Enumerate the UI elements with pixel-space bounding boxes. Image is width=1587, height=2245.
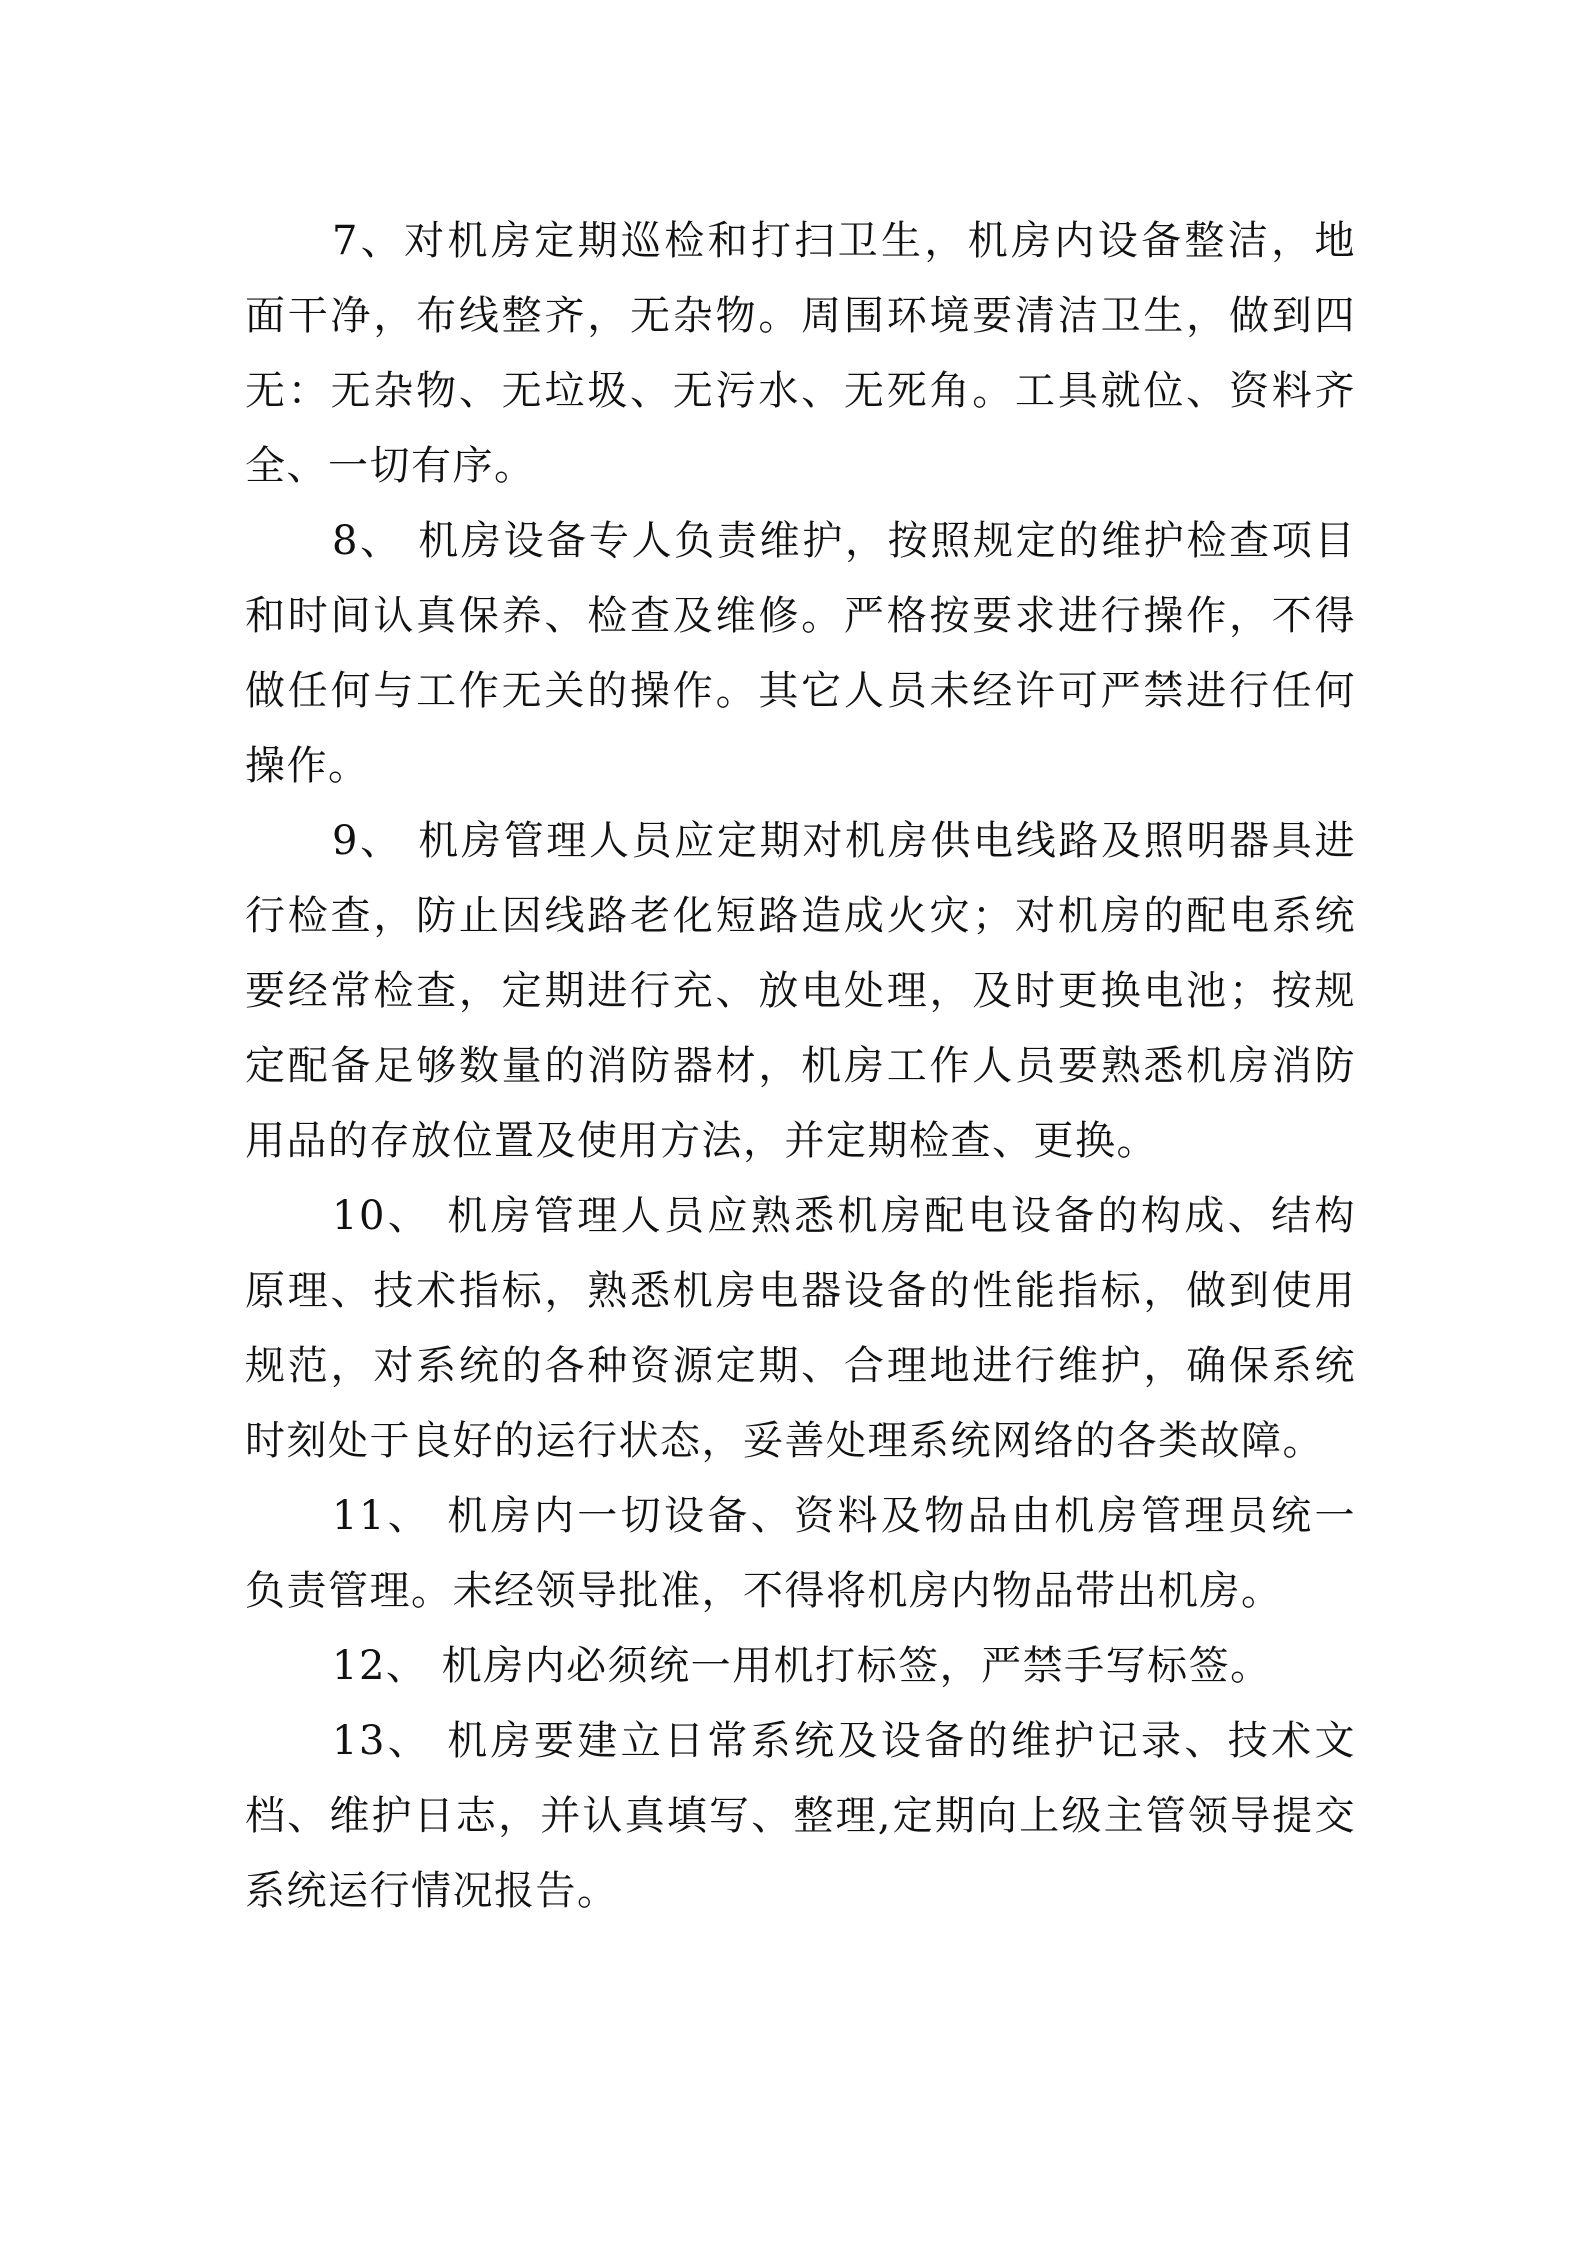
paragraph-item-11	[245, 1479, 1356, 1629]
text-line: 7、对机房定期巡检和打扫卫生，机房内设备整洁，地	[332, 218, 1356, 264]
text-line: 行检查，防止因线路老化短路造成火灾；对机房的配电系统	[245, 893, 1356, 939]
text-line: 8、 机房设备专人负责维护，按照规定的维护检查项目	[332, 518, 1356, 564]
text-line: 时刻处于良好的运行状态，妥善处理系统网络的各类故障。	[245, 1418, 1324, 1464]
paragraph-item-13	[245, 1704, 1356, 1929]
text-line: 负责管理。未经领导批准，不得将机房内物品带出机房。	[245, 1568, 1283, 1614]
text-line: 面干净，布线整齐，无杂物。周围环境要清洁卫生，做到四	[245, 293, 1356, 339]
text-line: 系统运行情况报告。	[245, 1868, 619, 1914]
paragraph-item-7	[245, 204, 1356, 504]
text-line: 档、维护日志，并认真填写、整理,定期向上级主管领导提交	[245, 1793, 1356, 1839]
paragraph-item-12	[245, 1629, 1356, 1704]
text-line: 操作。	[245, 743, 370, 789]
paragraph-item-8	[245, 504, 1356, 804]
text-line: 12、 机房内必须统一用机打标签，严禁手写标签。	[332, 1643, 1272, 1689]
text-line: 规范，对系统的各种资源定期、合理地进行维护，确保系统	[245, 1343, 1356, 1389]
text-line: 无：无杂物、无垃圾、无污水、无死角。工具就位、资料齐	[245, 368, 1356, 414]
text-line: 11、 机房内一切设备、资料及物品由机房管理员统一	[332, 1493, 1356, 1539]
text-line: 定配备足够数量的消防器材，机房工作人员要熟悉机房消防	[245, 1043, 1356, 1089]
text-line: 用品的存放位置及使用方法，并定期检查、更换。	[245, 1118, 1158, 1164]
text-line: 原理、技术指标，熟悉机房电器设备的性能指标，做到使用	[245, 1268, 1356, 1314]
paragraph-item-10	[245, 1179, 1356, 1479]
text-line: 10、 机房管理人员应熟悉机房配电设备的构成、结构	[332, 1193, 1356, 1239]
text-line: 9、 机房管理人员应定期对机房供电线路及照明器具进	[332, 818, 1356, 864]
text-line: 全、一切有序。	[245, 443, 536, 489]
paragraph-item-9	[245, 804, 1356, 1179]
document-page	[245, 204, 1356, 1929]
text-line: 13、 机房要建立日常系统及设备的维护记录、技术文	[332, 1718, 1356, 1764]
text-line: 和时间认真保养、检查及维修。严格按要求进行操作，不得	[245, 593, 1356, 639]
text-line: 做任何与工作无关的操作。其它人员未经许可严禁进行任何	[245, 668, 1356, 714]
text-line: 要经常检查，定期进行充、放电处理，及时更换电池；按规	[245, 968, 1356, 1014]
